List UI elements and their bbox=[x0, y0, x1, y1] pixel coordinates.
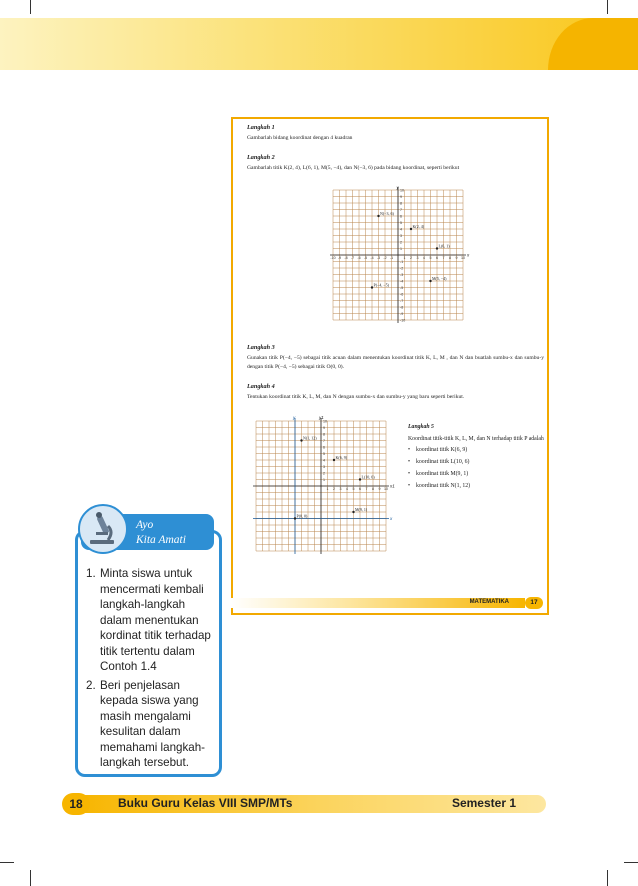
step3-text: Gunakan titik P(−4, −5) sebagai titik acuan dalam menentukan koordinat titik K, L, M , dan N dan buatlah sumbu-x dan sumbu-y dengan titik P(−4, −5) sebagai titik O(0, 0). bbox=[247, 355, 544, 370]
y-tick-label: -10 bbox=[400, 318, 406, 323]
x1-tick-label: 3 bbox=[339, 487, 342, 491]
y-tick-label: 3 bbox=[400, 233, 402, 238]
ayo-title-line1: Ayo bbox=[136, 519, 154, 531]
x1-tick-label: 1 bbox=[326, 487, 329, 491]
x-axis-label: x bbox=[390, 516, 393, 521]
x1-tick-label: 8 bbox=[372, 487, 374, 491]
y1-tick-label: 4 bbox=[323, 458, 325, 463]
ayo-item bbox=[86, 566, 218, 675]
y-tick-label: -8 bbox=[400, 305, 404, 310]
x-tick-label: 7 bbox=[442, 256, 445, 260]
x-tick-label: -4 bbox=[370, 256, 374, 260]
y-axis-label: y bbox=[396, 185, 399, 190]
y-tick-label: 9 bbox=[400, 194, 402, 199]
y-tick-label: -1 bbox=[400, 259, 404, 264]
ayo-title-line2: Kita Amati bbox=[136, 534, 186, 546]
x-tick-label: 8 bbox=[449, 256, 451, 260]
x1-tick-label: 9 bbox=[378, 487, 381, 491]
step5-item: • koordinat titik L(10, 6) bbox=[408, 458, 548, 467]
inner-page-footer bbox=[231, 594, 549, 612]
microscope-icon bbox=[78, 504, 128, 554]
y-tick-label: 2 bbox=[400, 240, 402, 245]
y1-tick-label: 10 bbox=[323, 419, 327, 424]
x-tick-label: -1 bbox=[389, 256, 394, 260]
y-tick-label: -6 bbox=[400, 292, 404, 297]
point-label: M(9, 1) bbox=[355, 506, 368, 512]
x-tick-label: -5 bbox=[363, 256, 368, 260]
step5-block bbox=[408, 423, 548, 494]
ayo-item bbox=[86, 678, 218, 771]
step1-text: Gambarlah bidang koordinat dengan 4 kuadran bbox=[247, 135, 353, 141]
footer-book-title: Buku Guru Kelas VIII SMP/MTs bbox=[118, 796, 293, 810]
footer-semester: Semester 1 bbox=[451, 796, 516, 810]
y-tick-label: 7 bbox=[400, 207, 402, 212]
step4-title: Langkah 4 bbox=[247, 383, 275, 390]
x-tick-label: 5 bbox=[429, 256, 432, 260]
y-tick-label: -2 bbox=[400, 266, 404, 271]
x-tick-label: -9 bbox=[337, 256, 342, 260]
x-tick-label: -10 bbox=[330, 256, 336, 260]
page-footer bbox=[62, 793, 546, 815]
x-tick-label: -2 bbox=[383, 256, 387, 260]
coordinate-graph-1 bbox=[328, 185, 468, 325]
point-label: L(10, 6) bbox=[361, 474, 375, 480]
y-tick-label: 10 bbox=[400, 188, 404, 193]
x1-tick-label: 10 bbox=[384, 487, 388, 491]
step2-text: Gambarlah titik K(2, 4), L(6, 1), M(5, −4), dan N(−3, 6) pada bidang koordinat, seperti berikut bbox=[247, 165, 460, 171]
x-tick-label: 6 bbox=[436, 256, 438, 260]
y1-axis-label: y1 bbox=[319, 415, 324, 420]
step1-title: Langkah 1 bbox=[247, 124, 275, 131]
y-tick-label: 4 bbox=[400, 227, 402, 232]
crop-mark bbox=[30, 870, 31, 886]
point-label: L(6, 1) bbox=[438, 243, 450, 249]
y-tick-label: 6 bbox=[400, 214, 402, 219]
x-tick-label: 10 bbox=[461, 256, 465, 260]
y-tick-label: 5 bbox=[400, 220, 402, 225]
y-tick-label: -7 bbox=[400, 298, 404, 303]
point-label: M(5, −4) bbox=[432, 275, 447, 281]
x-tick-label: -8 bbox=[344, 256, 348, 260]
y-tick-label: 1 bbox=[400, 246, 402, 251]
y1-tick-label: 8 bbox=[323, 432, 325, 437]
x-tick-label: 4 bbox=[423, 256, 425, 260]
crop-mark bbox=[0, 862, 14, 863]
x-tick-label: 9 bbox=[455, 256, 458, 260]
x-tick-label: -3 bbox=[376, 256, 381, 260]
step5-item: • koordinat titik N(1, 12) bbox=[408, 482, 548, 491]
y1-tick-label: 3 bbox=[323, 464, 325, 469]
x1-tick-label: 5 bbox=[352, 487, 355, 491]
x-axis-label: x bbox=[467, 252, 470, 258]
y1-tick-label: 2 bbox=[323, 471, 325, 476]
x1-tick-label: 2 bbox=[333, 487, 335, 491]
footer-page-number: 18 bbox=[62, 793, 90, 815]
inner-footer-page: 17 bbox=[525, 597, 543, 609]
y1-tick-label: 7 bbox=[323, 438, 325, 443]
crop-mark bbox=[624, 862, 638, 863]
y-tick-label: 8 bbox=[400, 201, 402, 206]
point-label: P(0, 0) bbox=[296, 513, 308, 519]
step5-title: Langkah 5 bbox=[408, 424, 434, 430]
x-tick-label: 2 bbox=[410, 256, 412, 260]
coordinate-graph-2 bbox=[248, 413, 398, 563]
step4-text: Tentukan koordinat titik K, L, M, dan N dengan sumbu-x dan sumbu-y yang baru seperti berikut. bbox=[247, 394, 465, 400]
step5-list bbox=[408, 446, 548, 491]
y1-tick-label: 5 bbox=[323, 451, 325, 456]
y1-tick-label: 9 bbox=[323, 425, 325, 430]
y-axis-label: y bbox=[293, 415, 296, 420]
ayo-title bbox=[136, 518, 186, 548]
point-label: N(−3, 6) bbox=[380, 210, 394, 216]
y-tick-label: -4 bbox=[400, 279, 404, 284]
point-label: N(1, 12) bbox=[303, 435, 317, 441]
ayo-item-text: Beri penjelasan kepada siswa yang masih mengalami kesulitan dalam memahami langkah-langkah tersebut. bbox=[100, 678, 206, 769]
point-label: K(6, 9) bbox=[335, 454, 348, 460]
point-label: P(−4, −5) bbox=[373, 282, 389, 288]
x1-tick-label: 4 bbox=[346, 487, 348, 491]
x1-axis-label: x1 bbox=[390, 483, 395, 489]
y1-tick-label: 1 bbox=[323, 477, 325, 482]
step3-title: Langkah 3 bbox=[247, 344, 275, 351]
x-tick-label: -6 bbox=[357, 256, 361, 260]
ayo-item-text: Minta siswa untuk mencermati kembali langkah-langkah dalam menentukan kordinat titik terhadap titik tertentu dalam Contoh 1.4 bbox=[100, 567, 211, 673]
step5-text: Koordinat titik-titik K, L, M, dan N terhadap titik P adalah bbox=[408, 436, 544, 442]
step2-title: Langkah 2 bbox=[247, 154, 275, 161]
step5-item: • koordinat titik K(6, 9) bbox=[408, 446, 548, 455]
y-tick-label: -3 bbox=[400, 272, 404, 277]
x1-tick-label: 7 bbox=[365, 487, 368, 491]
x1-tick-label: 6 bbox=[359, 487, 361, 491]
x-tick-label: 3 bbox=[416, 256, 419, 260]
ayo-item-num: 2. bbox=[86, 678, 96, 692]
x-tick-label: -7 bbox=[350, 256, 355, 260]
y-tick-label: -5 bbox=[400, 285, 404, 290]
header-band bbox=[0, 18, 638, 70]
x-tick-label: 1 bbox=[403, 256, 406, 260]
y1-tick-label: 6 bbox=[323, 445, 325, 450]
y-tick-label: -9 bbox=[400, 311, 404, 316]
ayo-list bbox=[86, 566, 218, 774]
inner-footer-subject: MATEMATIKA bbox=[469, 599, 509, 605]
point-label: K(2, 4) bbox=[412, 223, 425, 229]
crop-mark bbox=[607, 0, 608, 14]
step5-item: • koordinat titik M(9, 1) bbox=[408, 470, 548, 479]
crop-mark bbox=[607, 870, 608, 886]
crop-mark bbox=[30, 0, 31, 14]
ayo-item-num: 1. bbox=[86, 567, 96, 580]
